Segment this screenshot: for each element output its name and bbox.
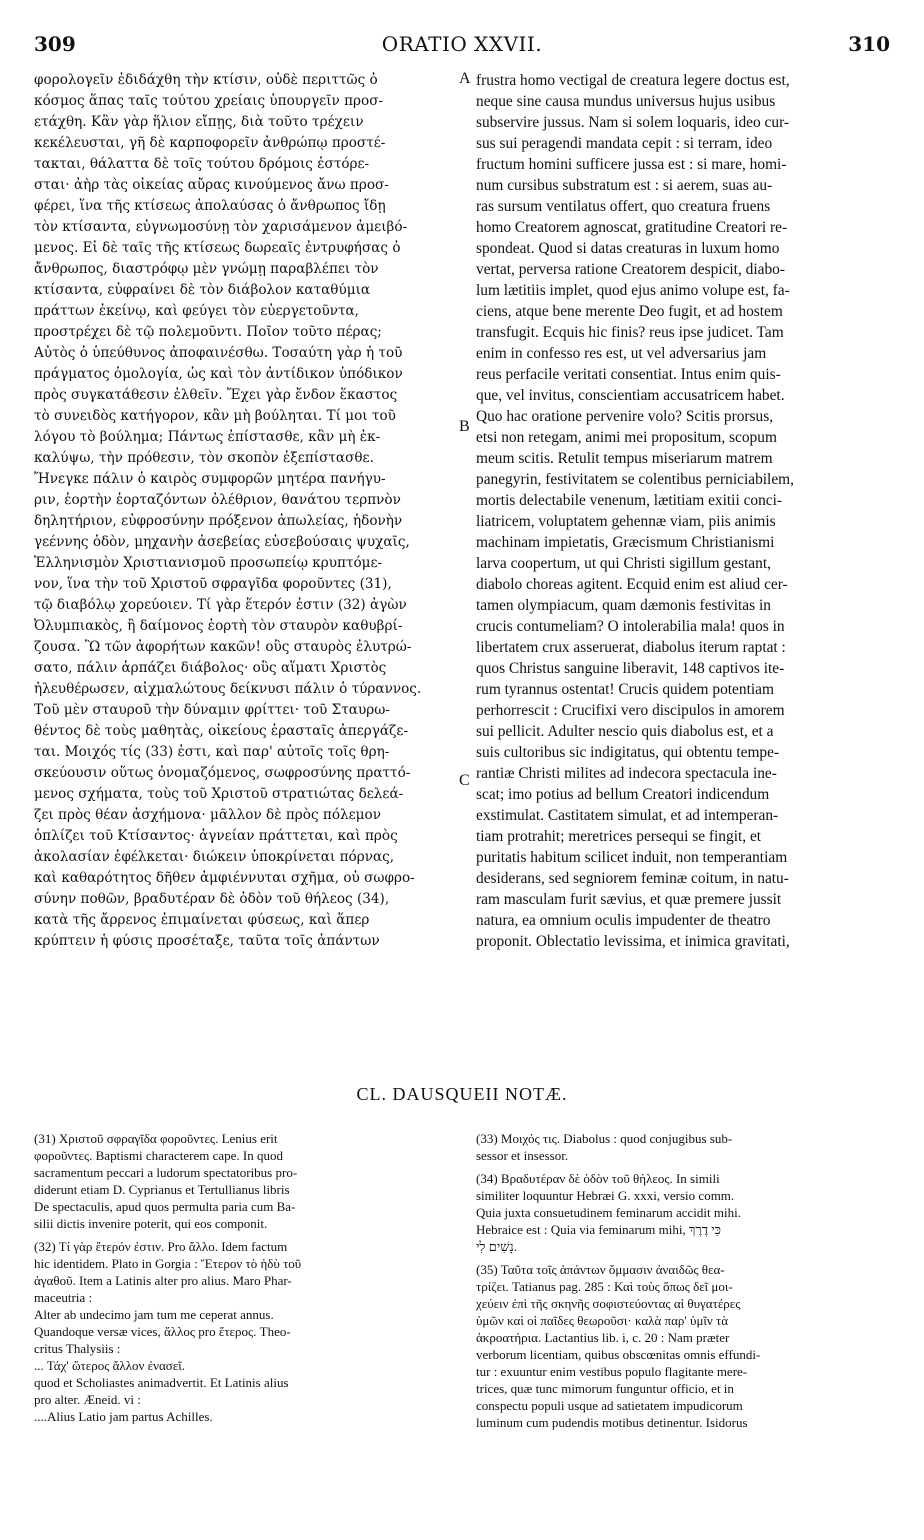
page-header <box>34 32 890 62</box>
note-line: ἀκροατήρια. Lactantius lib. i, c. 20 : Nam præter <box>476 1330 730 1345</box>
greek-text-line: ζουσα. Ὢ τῶν ἀφορήτων κακῶν! οὓς σταυρὸς ἐλυτρώ- <box>34 639 412 655</box>
notes-column-right <box>476 1130 890 1431</box>
latin-text-line: natura, ea omnium oculis impudenter de theatro <box>476 912 771 929</box>
notes-heading: CL. DAUSQUEII NOTÆ. <box>356 1084 568 1104</box>
notes-column-left <box>34 1130 454 1425</box>
greek-text-line: κατὰ τῆς ἄρρενος ἐπιμαίνεται φύσεως, καὶ ἅπερ <box>34 912 370 928</box>
note-line: verborum licentiam, quibus obscœnitas omnis effundi- <box>476 1347 761 1362</box>
note-line: נָשִׁים לִי. <box>476 1239 517 1254</box>
greek-text-line: καλύψω, τὴν πρόθεσιν, τὸν σκοπὸν ἐξεπίστασθε. <box>34 450 374 466</box>
greek-text-line: ὁπλίζει τοῦ Κτίσαντος· ἁγνείαν πράττεται, καὶ πρὸς <box>34 828 398 844</box>
greek-text-line: ται. Μοιχός τίς (33) ἐστι, καὶ παρ' αὐτοῖς τοῖς θρη- <box>34 744 390 760</box>
latin-text-line: frustra homo vectigal de creatura legere doctus est, <box>476 72 790 89</box>
latin-text-line: fructum homini sufficere jussa est : si mare, homi- <box>476 156 787 173</box>
greek-text-line: σατο, πάλιν ἁρπάζει διάβολος· οὓς αἵματι Χριστὸς <box>34 660 387 676</box>
note-line: quod et Scholiastes animadvertit. Et Latinis alius <box>34 1375 289 1390</box>
note-line: (35) Ταῦτα τοῖς ἁπάντων ὄμμασιν ἀναιδῶς θεα- <box>476 1262 725 1277</box>
greek-text-line: κόσμος ἅπας ταῖς τούτου χρείαις ὑπουργεῖν προσ- <box>34 93 384 109</box>
latin-text-line: liatricem, voluptatem gehennæ viam, piis animis <box>476 513 776 530</box>
greek-text-line: τὸν κτίσαντα, εὐγνωμοσύνῃ τὸν χαρισάμενον ἀμειβό- <box>34 219 408 235</box>
greek-text-line: ριν, ἑορτὴν ἑορταζόντων ὀλέθριον, θανάτου τερπνὸν <box>34 492 401 508</box>
latin-text-line: ram masculam furit sævius, et quæ premere jussit <box>476 891 782 908</box>
latin-text-line: num cursibus substratum est : si aerem, suas au- <box>476 177 773 194</box>
latin-text-line: enim in confesso res est, ut vel adversarius jam <box>476 345 767 362</box>
latin-text-line: transfugit. Ecquis hic finis? reus ipse judicet. Tam <box>476 324 784 341</box>
greek-text-line: κεκέλευσται, γῆ δὲ καρποφορεῖν ἀνθρώπῳ προστέ- <box>34 135 386 151</box>
page-number-right: 310 <box>848 32 890 56</box>
note-line: ἀγαθοῦ. Item a Latinis alter pro alius. Maro Phar- <box>34 1273 292 1288</box>
latin-text-line: ciens, atque bene merente Deo fugit, et ad hostem <box>476 303 783 320</box>
note-line: ὑμῶν καὶ οἱ παῖδες θεωροῦσι· καλὰ παρ' ὑμῖν τὰ <box>476 1313 729 1328</box>
note-line: χεύειν ἐπὶ τῆς σκηνῆς σοφιστεύοντας αἱ θυγατέρες <box>476 1296 741 1311</box>
greek-text-line: ζει πρὸς θέαν ἀσχήμονα· μᾶλλον δὲ πρὸς πόλεμον <box>34 807 381 823</box>
latin-text-line: desiderans, sed segniorem feminæ coitum, in natu- <box>476 870 789 887</box>
note-line: luminum cum pudendis motibus detinentur. Isidorus <box>476 1415 748 1430</box>
latin-text-line: homo Creatorem agnoscat, gratitudine Creatori re- <box>476 219 788 236</box>
latin-text-line: perhorrescit : Crucifixi vero discipulos in amorem <box>476 702 785 719</box>
note-line: sacramentum peccari a ludorum spectatoribus pro- <box>34 1165 298 1180</box>
greek-text-line: Ἤνεγκε πάλιν ὁ καιρὸς συμφορῶν μητέρα πανήγυ- <box>34 471 386 487</box>
page-number-left: 309 <box>34 32 76 56</box>
greek-text-line: προστρέχει δὲ τῷ πολεμοῦντι. Ποῖον τοῦτο πέρας; <box>34 324 382 340</box>
latin-text-line: larva coopertum, ut qui Christi sigillum gestant, <box>476 555 771 572</box>
greek-text-line: μενος. Εἰ δὲ ταῖς τῆς κτίσεως δωρεαῖς ἐντρυφήσας ὁ <box>34 240 401 256</box>
note-line: conspectu populi usque ad satietatem impudicorum <box>476 1398 743 1413</box>
note-line: trices, quæ tunc mimorum funguntur officio, et in <box>476 1381 734 1396</box>
greek-text-line: τακται, θάλαττα δὲ τοῖς τούτου δρόμοις ἐστόρε- <box>34 156 370 172</box>
greek-text-line: Αὐτὸς ὁ ὑπεύθυνος ἀποφαινέσθω. Τοσαύτη γὰρ ἡ τοῦ <box>34 345 403 361</box>
note-line: τρίζει. Tatianus pag. 285 : Καὶ τοὺς ὅπως δεῖ μοι- <box>476 1279 733 1294</box>
latin-text-line: quos Christus sanguine liberavit, 148 captivos ite- <box>476 660 785 677</box>
latin-text-line: crucis contumeliam? O intolerabilia mala! quos in <box>476 618 785 635</box>
greek-text-line: φέρει, ἵνα τῆς κτίσεως ἀπολαύσας ὁ ἄνθρωπος ἴδῃ <box>34 198 386 214</box>
note-line: maceutria : <box>34 1290 93 1305</box>
note-line: silii dictis invenire poterit, qui eos componit. <box>34 1216 268 1231</box>
latin-text-line: lum lætitiis implet, quod ejus animo volupe est, fa- <box>476 282 790 299</box>
note-line: tur : exuuntur enim vestibus populo flagitante mere- <box>476 1364 748 1379</box>
greek-text-line: κτίσαντα, εὐφραίνει δὲ τὸν διάβολον καταθύμια <box>34 282 371 298</box>
latin-text-line: spondeat. Quod si datas creaturas in luxum homo <box>476 240 780 257</box>
note-line: De spectaculis, apud quos permulta paria cum Ba- <box>34 1199 296 1214</box>
latin-text-line: ras sursum ventilatus offert, quo creatura fruens <box>476 198 771 215</box>
note-line: (32) Τί γὰρ ἕτερόν ἐστιν. Pro ἄλλο. Idem factum <box>34 1239 288 1254</box>
greek-text-line: Ὀλυμπιακὸς, ἢ δαίμονος ἑορτὴ τὸν σταυρὸν καθυβρί- <box>34 618 403 634</box>
note-line: φοροῦντες. Baptismi characterem cape. In quod <box>34 1148 283 1163</box>
latin-text-line: suis cultoribus sic indigitatus, qui obtentu tempe- <box>476 744 780 761</box>
greek-text-line: Ἑλληνισμὸν Χριστιανισμοῦ προσωπείῳ κρυπτόμε- <box>34 555 383 571</box>
latin-text-line: proponit. Oblectatio levissima, et inimica gravitati, <box>476 933 790 950</box>
note-line: sessor et insessor. <box>476 1148 569 1163</box>
greek-text-line: νον, ἵνα τὴν τοῦ Χριστοῦ σφραγῖδα φοροῦντες (31), <box>34 576 392 592</box>
greek-text-line: δηλητήριον, εὐφροσύνην πρόξενον ἀπωλείας, ἡδονὴν <box>34 513 403 529</box>
note-line: ... Τάχ' ὥτερος ἄλλον ἐνασεῖ. <box>34 1358 186 1373</box>
latin-text-line: sui pellicit. Adulter nescio quis diabolus est, et a <box>476 723 774 740</box>
latin-text-line: etsi non retegam, animi mei propositum, scopum <box>476 429 777 446</box>
greek-text-line: σύνην ποθῶν, βραδυτέραν δὲ ὁδὸν τοῦ θήλεος (34), <box>34 891 390 907</box>
latin-text-line: Quo hac oratione pervenire volo? Scitis prorsus, <box>476 408 774 425</box>
latin-text-line: tamen olympiacum, quam dæmonis festivitas in <box>476 597 771 614</box>
latin-text-line: machinam impietatis, Græcismum Christianismi <box>476 534 775 551</box>
note-line: hic identidem. Plato in Gorgia : Ἕτερον τὸ ἡδὺ τοῦ <box>34 1256 302 1271</box>
greek-text-line: μενος σχήματα, τοὺς τοῦ Χριστοῦ στρατιώτας δελεά- <box>34 786 404 802</box>
note-line: Alter ab undecimo jam tum me ceperat annus. <box>34 1307 274 1322</box>
note-line: (31) Χριστοῦ σφραγῖδα φοροῦντες. Lenius erit <box>34 1131 278 1146</box>
note-line: pro alter. Æneid. vi : <box>34 1392 141 1407</box>
greek-text-line: πράττων ἐκείνῳ, καὶ φεύγει τὸν εὐεργετοῦντα, <box>34 303 359 319</box>
latin-text-line: puritatis habitum scilicet induit, non temperantiam <box>476 849 788 866</box>
latin-text-line: diabolo choreas agitent. Ecquid enim est aliud cer- <box>476 576 788 593</box>
running-title: ORATIO XXVII. <box>381 32 543 56</box>
greek-text-column <box>34 70 454 952</box>
greek-text-line: γεέννης ὁδὸν, μηχανὴν ἀσεβείας εὐσεβούσαις ψυχαῖς, <box>34 534 410 550</box>
section-marker-c: C <box>459 772 470 789</box>
latin-text-line: sus sui peragendi mandata cepit : si terram, ideo <box>476 135 773 152</box>
latin-text-line: reus perfacile veritati consentiat. Intus enim quis- <box>476 366 781 383</box>
section-marker-b: B <box>459 418 470 435</box>
greek-text-line: ἠλευθέρωσεν, αἰχμαλώτους δείκνυσι πάλιν ὁ τύραννος. <box>34 681 422 697</box>
latin-text-line: neque sine causa mundus universus hujus usibus <box>476 93 776 110</box>
note-line: ....Alius Latio jam partus Achilles. <box>34 1409 213 1424</box>
latin-text-line: exstimulat. Castitatem simulat, et ad intemperan- <box>476 807 779 824</box>
latin-text-line: rum tyrannus ostentat! Crucis quidem potentiam <box>476 681 774 698</box>
greek-text-line: ετάχθη. Κἂν γὰρ ἥλιον εἴπῃς, διὰ τοῦτο τρέχειν <box>34 114 364 130</box>
greek-text-line: πράγματος ὁμολογία, ὡς καὶ τὸν ἀντίδικον ὑπόδικον <box>34 366 403 382</box>
greek-text-line: σται· ἀὴρ τὰς οἰκείας αὔρας κινούμενος ἄνω προσ- <box>34 177 389 193</box>
greek-text-line: κρύπτειν ἡ φύσις προσέταξε, ταῦτα τοῖς ἁπάντων <box>34 933 380 949</box>
latin-text-line: tiam protrahit; meretrices persequi se fingit, et <box>476 828 762 845</box>
greek-text-line: πρὸς συγκατάθεσιν ἐλθεῖν. Ἔχει γὰρ ἔνδον ἕκαστος <box>34 387 398 403</box>
latin-text-line: vertat, perversa ratione Creatorem despicit, diabo- <box>476 261 785 278</box>
greek-text-line: ἄνθρωπος, διαστρόφῳ μὲν γνώμῃ παραβλέπει τὸν <box>34 261 379 277</box>
greek-text-line: φορολογεῖν ἐδιδάχθη τὴν κτίσιν, οὐδὲ περιττῶς ὁ <box>34 72 378 88</box>
note-line: Quia juxta consuetudinem feminarum accidit mihi. <box>476 1205 741 1220</box>
note-line: Hebraice est : Quia via feminarum mihi, כִּי דֶרֶךְ <box>476 1222 722 1237</box>
greek-text-line: λόγου τὸ βούλημα; Πάντως ἐπίστασθε, κἂν μὴ ἐκ- <box>34 429 381 445</box>
latin-text-line: rantiæ Christi milites ad indecora spectacula ine- <box>476 765 777 782</box>
greek-text-line: τῷ διαβόλῳ χορεύοιεν. Τί γὰρ ἕτερόν ἐστιν (32) ἀγὼν <box>34 597 407 613</box>
note-line: (33) Μοιχός τις. Diabolus : quod conjugibus sub- <box>476 1131 733 1146</box>
note-line: Quandoque versæ vices, ἄλλος pro ἕτερος. Theo- <box>34 1324 291 1339</box>
greek-text-line: σκεύουσιν οὕτως ὀνομαζόμενος, σωφροσύνης πραττό- <box>34 765 411 781</box>
latin-text-line: libertatem crux asseruerat, diabolus iterum raptat : <box>476 639 786 656</box>
note-line: diderunt etiam D. Cyprianus et Tertullianus libris <box>34 1182 290 1197</box>
section-marker-a: A <box>459 70 471 87</box>
latin-text-line: subservire jussus. Nam si solem loquaris, ideo cur- <box>476 114 790 131</box>
note-line: similiter loquuntur Hebræi G. xxxi, versio comm. <box>476 1188 735 1203</box>
greek-text-line: καὶ καθαρότητος δῆθεν ἀμφιέννυται σχῆμα, οὐ σωφρο- <box>34 870 415 886</box>
note-line: (34) Βραδυτέραν δὲ ὁδὸν τοῦ θήλεος. In simili <box>476 1171 720 1186</box>
latin-text-line: panegyrin, festivitatem se colentibus perniciabilem, <box>476 471 794 488</box>
greek-text-line: τὸ συνειδὸς κατήγορον, κἂν μὴ βούληται. Τί μοι τοῦ <box>34 408 396 424</box>
latin-text-line: mortis delectabile venenum, lætitiam exitii conci- <box>476 492 783 509</box>
latin-text-line: que, vel invitus, conscientiam accusatricem habet. <box>476 387 785 404</box>
greek-text-line: ἀκολασίαν ἐφέλκεται· διώκειν ὑποκρίνεται πόρνας, <box>34 849 395 865</box>
greek-text-line: Τοῦ μὲν σταυροῦ τὴν δύναμιν φρίττει· τοῦ Σταυρω- <box>34 702 390 718</box>
greek-text-line: θέντος δὲ τοὺς μαθητὰς, οἰκείους ἑρασταῖς ἀπεργάζε- <box>34 723 409 739</box>
latin-text-column <box>476 70 890 952</box>
latin-text-line: scat; imo potius ad bellum Creatori indicendum <box>476 786 770 803</box>
latin-text-line: meum scitis. Retulit tempus miseriarum matrem <box>476 450 773 467</box>
note-line: critus Thalysiis : <box>34 1341 121 1356</box>
